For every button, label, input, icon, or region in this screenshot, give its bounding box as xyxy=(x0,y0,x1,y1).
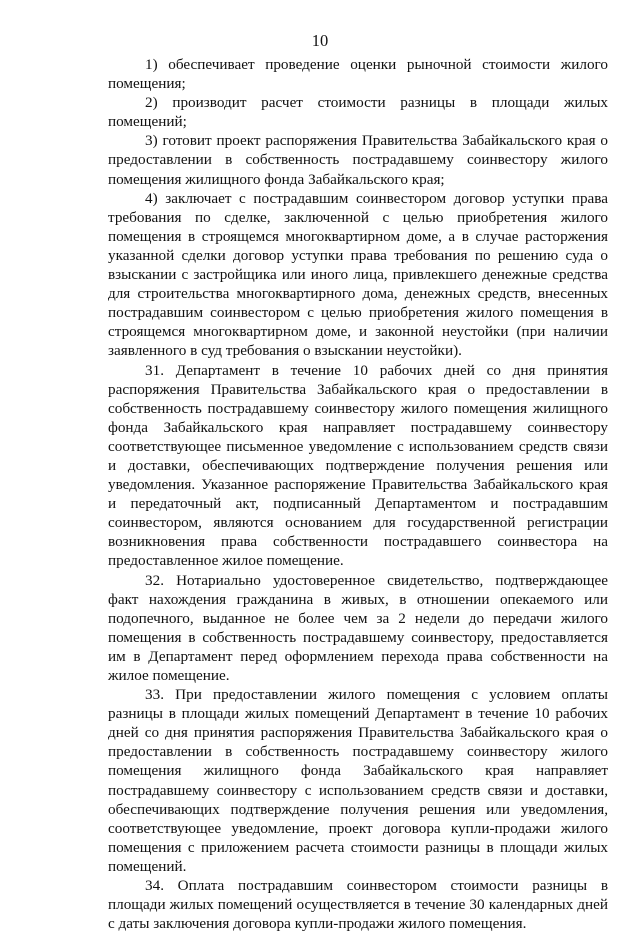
clause-33: 33. При предоставлении жилого помещения с условием оплаты разницы в площади жилых помещений Департамент в течение 10 рабочих дней со дня принятия распоряжения Правительства Забайкальского края о предоставлении в собственность пострадавшему соинвестору жилого помещения жилищного фонда Забайкальского края направляет пострадавшему соинвестору с использованием средств связи и доставки, обеспечивающих подтверждение получения решения или уведомления, соответствующее уведомление, проект договора купли-продажи жилого помещения с приложением расчета стоимости разницы в площади жилых помещений. xyxy=(108,686,608,875)
clause-34: 34. Оплата пострадавшим соинвестором стоимости разницы в площади жилых помещений осуществляется в течение 30 календарных дней с даты заключения договора купли-продажи жилого помещения. xyxy=(108,877,608,933)
document-body xyxy=(108,55,608,933)
list-item-4: 4) заключает с пострадавшим соинвестором договор уступки права требования по сделке, заключенной с целью приобретения жилого помещения в строящемся многоквартирном доме, а в случае расторжения указанной сделки договор уступки права требования по решению суда о взыскании с застройщика или иного лица, привлекшего денежные средства для строительства многоквартирного дома, денежных средств, внесенных пострадавшим соинвестором с целью приобретения жилого помещения в строящемся многоквартирном доме, и законной неустойки (при наличии заявленного в суд требования о взыскании неустойки). xyxy=(108,189,608,360)
list-item-3: 3) готовит проект распоряжения Правительства Забайкальского края о предоставлении в собственность пострадавшему соинвестору жилого помещения жилищного фонда Забайкальского края; xyxy=(108,132,608,188)
clause-32: 32. Нотариально удостоверенное свидетельство, подтверждающее факт нахождения гражданина в живых, в отношении опекаемого или подопечного, выданное не более чем за 2 недели до передачи жилого помещения в собственность пострадавшему соинвестору, предоставляется им в Департамент перед оформлением перехода права собственности на жилое помещение. xyxy=(108,571,608,684)
clause-31: 31. Департамент в течение 10 рабочих дней со дня принятия распоряжения Правительства Забайкальского края о предоставлении в собственность пострадавшему соинвестору жилого помещения жилищного фонда Забайкальского края направляет пострадавшему соинвестору соответствующее письменное уведомление с использованием средств связи и доставки, обеспечивающих подтверждение получения решения или уведомления. Указанное распоряжение Правительства Забайкальского края и передаточный акт, подписанный Департаментом и пострадавшим соинвестором, являются основанием для государственной регистрации возникновения права собственности пострадавшего соинвестора на предоставленное жилое помещение. xyxy=(108,361,608,570)
list-item-1: 1) обеспечивает проведение оценки рыночной стоимости жилого помещения; xyxy=(108,56,608,93)
list-item-2: 2) производит расчет стоимости разницы в площади жилых помещений; xyxy=(108,94,608,131)
page-number: 10 xyxy=(311,31,329,50)
